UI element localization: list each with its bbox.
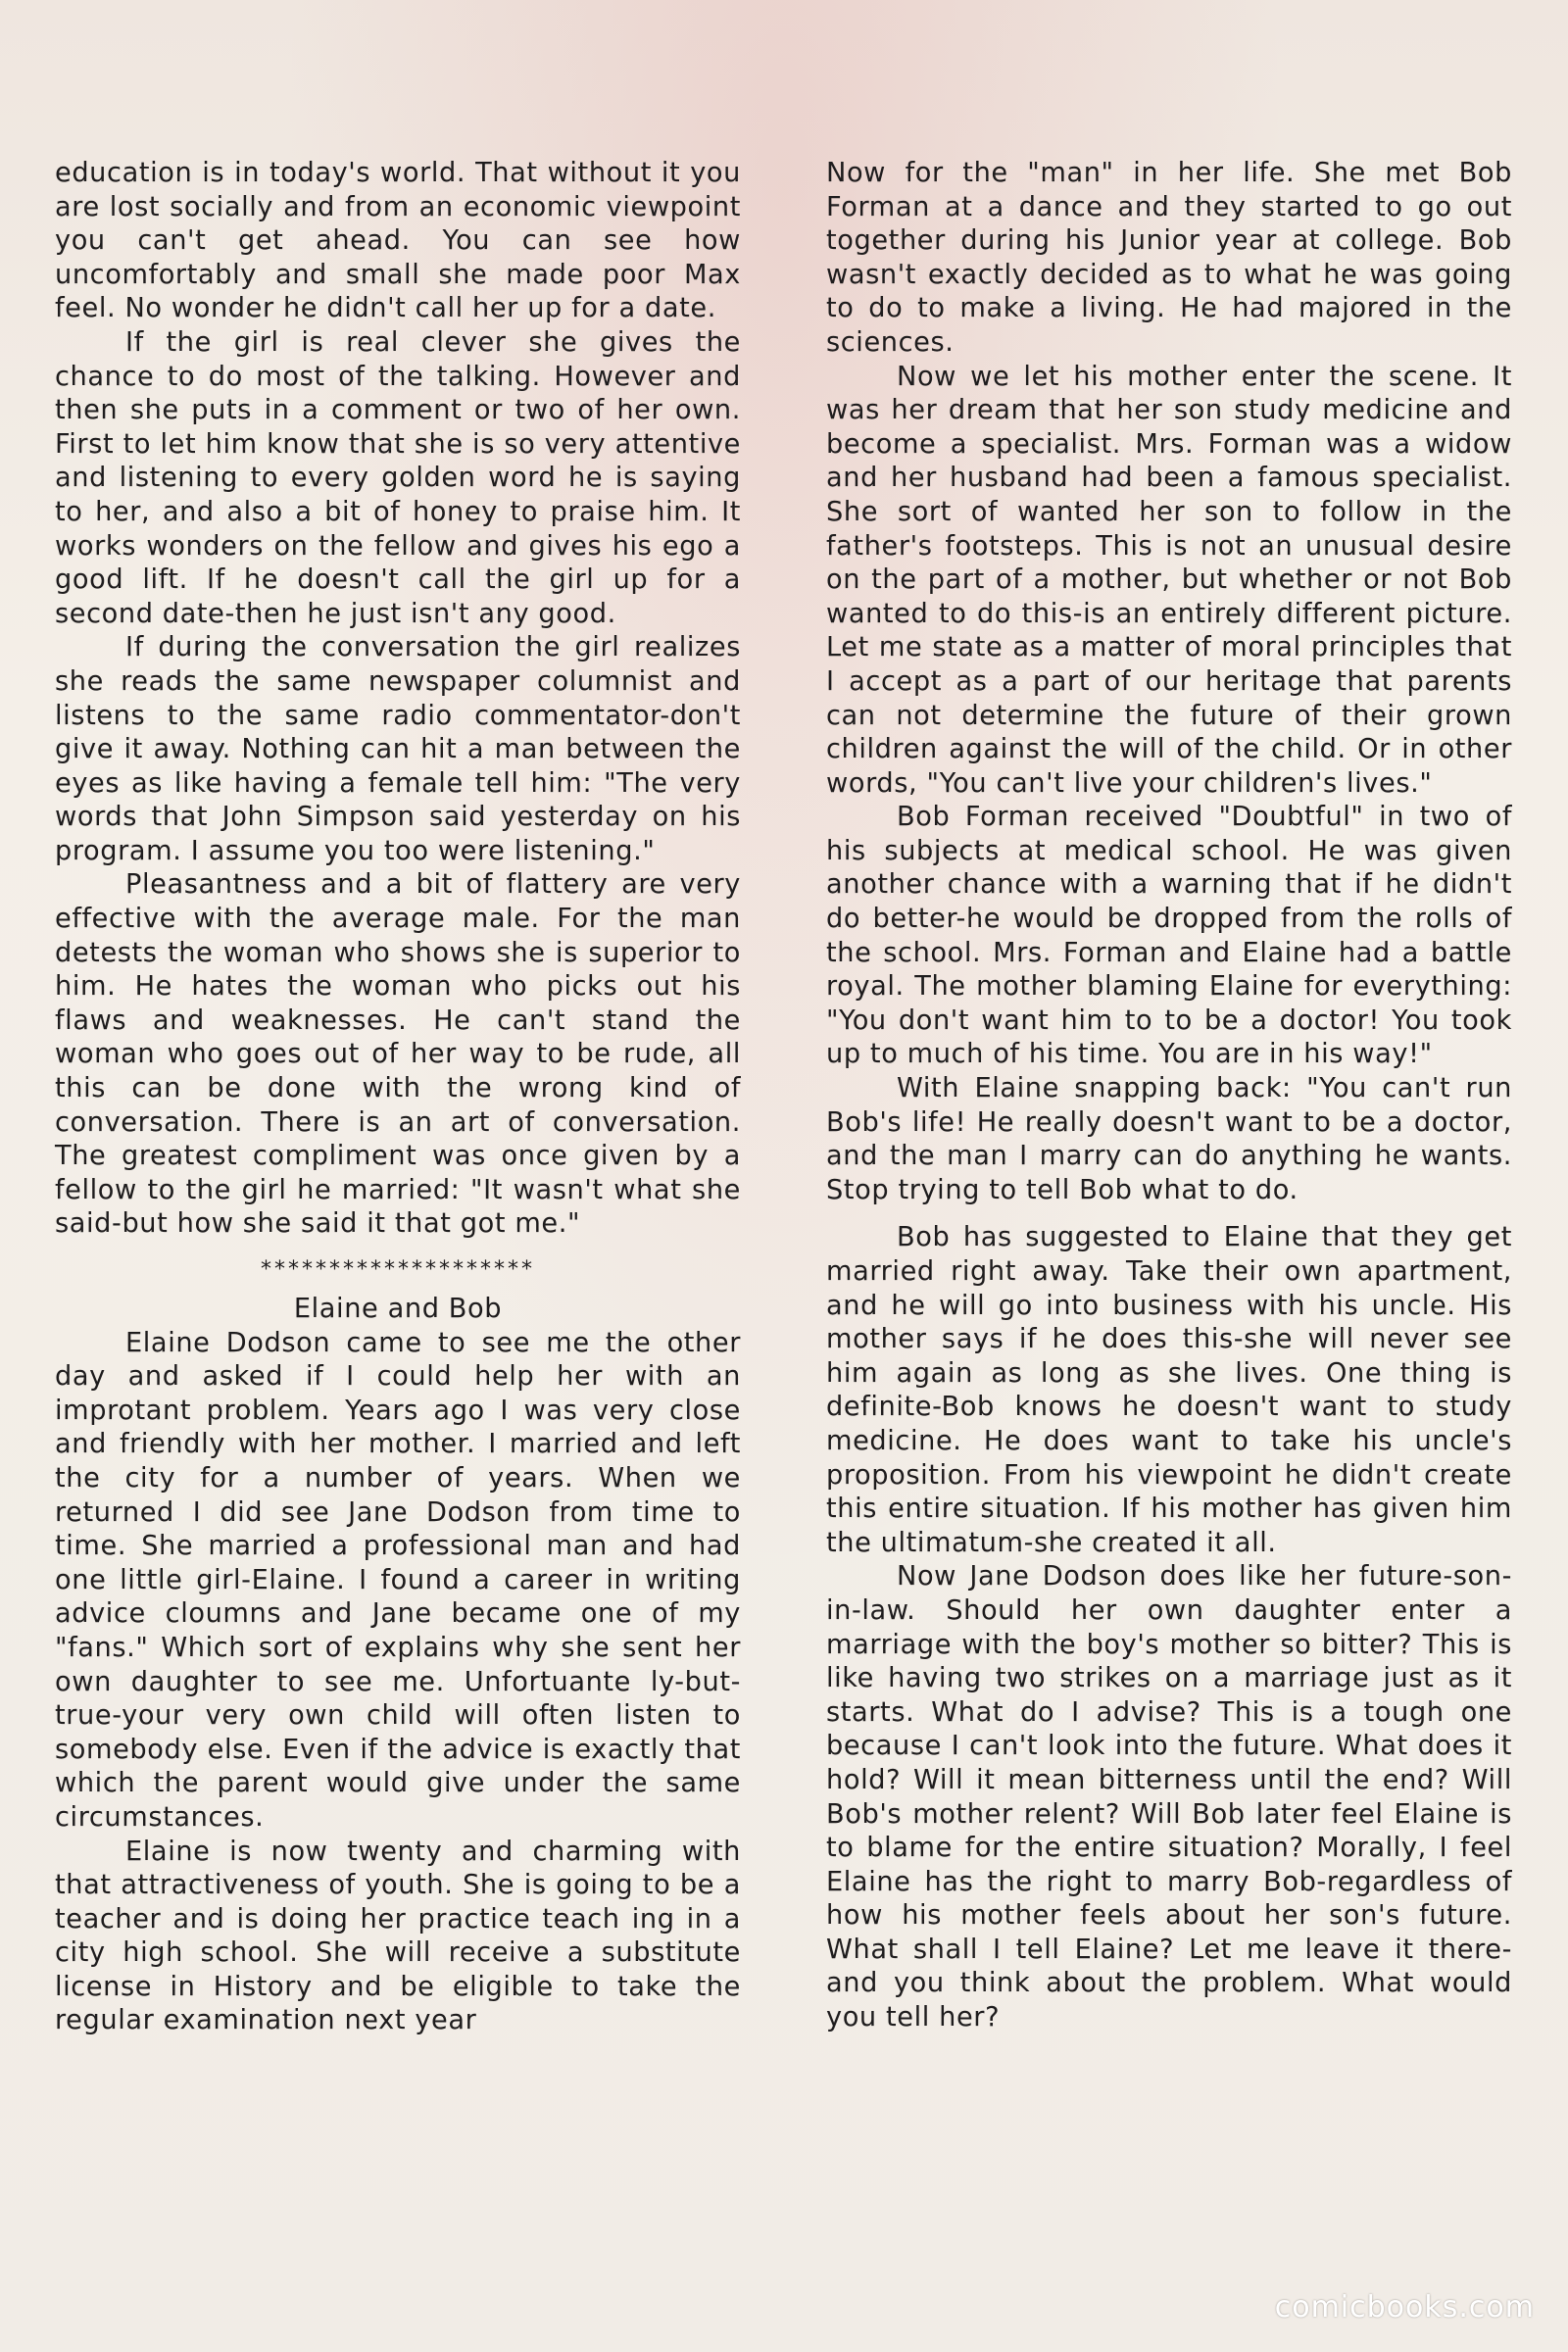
paragraph: Now Jane Dodson does like her future-son-in-law. Should her own daughter enter a marriage with the boy's mother so bitter? This is like having two strikes on a marriage just as it starts. What do I advise? This is a tough one because I can't look into the future. What does it hold? Will it mean bitterness until the end? Will Bob's mother relent? Will Bob later feel Elaine is to blame for the entire situation? Morally, I feel Elaine has the right to marry Bob-regardless of how his mother feels about her son's future. What shall I tell Elaine? Let me leave it there-and you think about the problem. What would you tell her?: [826, 1561, 1512, 2034]
paragraph: If during the conversation the girl realizes she reads the same newspaper columnist and listens to the same radio commentator-don't give it away. Nothing can hit a man between the eyes as like having a female tell him: "The very words that John Simpson said yesterday on his program. I assume you too were listening.": [55, 632, 741, 866]
paragraph: Pleasantness and a bit of flattery are very effective with the average male. For the man detests the woman who shows she is superior to him. He hates the woman who picks out his flaws and weaknesses. He can't stand the woman who goes out of her way to be rude, all this can be done with the wrong kind of conversation. There is an art of conversation. The greatest compliment was once given by a fellow to the girl he married: "It wasn't what she said-but how she said it that got me.": [55, 869, 741, 1240]
paragraph-gap: [826, 1207, 1512, 1221]
paragraph: Elaine is now twenty and charming with that attractiveness of youth. She is going to be a teacher and is doing her practice teach ing in a city high school. She will receive a substitute license in History and be eligible to take the regular examination next year: [55, 1836, 741, 2036]
paragraph: Now we let his mother enter the scene. It was her dream that her son study medicine and become a specialist. Mrs. Forman was a widow and her husband had been a famous specialist. She sort of wanted her son to follow in the father's footsteps. This is not an unusual desire on the part of a mother, but whether or not Bob wanted to do this-is an entirely different picture. Let me state as a matter of moral principles that I accept as a part of our heritage that parents can not determine the future of their grown children against the will of the child. Or in other words, "You can't live your children's lives.": [826, 361, 1512, 799]
paragraph: Now for the "man" in her life. She met Bob Forman at a dance and they started to go out together during his Junior year at college. Bob wasn't exactly decided as to what he was going to do to make a living. He had majored in the sciences.: [826, 158, 1512, 358]
paragraph: Bob Forman received "Doubtful" in two of his subjects at medical school. He was given another chance with a warning that if he didn't do better-he would be dropped from the rolls of the school. Mrs. Forman and Elaine had a battle royal. The mother blaming Elaine for everything: "You don't want him to to be a doctor! You took up to much of his time. You are in his way!": [826, 802, 1512, 1070]
paragraph: Bob has suggested to Elaine that they get married right away. Take their own apartment, and he will go into business with his uncle. His mother says if he does this-she will never see him again as long as she lives. One thing is definite-Bob knows he doesn't want to study medicine. He does want to take his uncle's proposition. From his viewpoint he didn't create this entire situation. If his mother has given him the ultimatum-she created it all.: [826, 1222, 1512, 1558]
paragraph: Elaine Dodson came to see me the other day and asked if I could help her with an improtant problem. Years ago I was very close and friendly with her mother. I married and left the city for a number of years. When we returned I did see Jane Dodson from time to time. She married a professional man and had one little girl-Elaine. I found a career in writing advice cloumns and Jane became one of my "fans." Which sort of explains why she sent her own daughter to see me. Unfortuante ly-but-true-your very own child will often listen to somebody else. Even if the advice is exactly that which the parent would give under the same circumstances.: [55, 1327, 741, 1833]
left-column: [55, 157, 741, 2038]
paragraph: If the girl is real clever she gives the chance to do most of the talking. However and then she puts in a comment or two of her own. First to let him know that she is so very attentive and listening to every golden word he is saying to her, and also a bit of honey to praise him. It works wonders on the fellow and gives his ego a good lift. If he doesn't call the girl up for a second date-then he just isn't any good.: [55, 326, 741, 629]
section-divider: ********************: [261, 1257, 535, 1282]
watermark: comicbooks.com: [1274, 2290, 1535, 2325]
section-heading: Elaine and Bob: [293, 1294, 503, 1324]
paragraph: With Elaine snapping back: "You can't run Bob's life! He really doesn't want to be a doctor, and the man I marry can do anything he wants. Stop trying to tell Bob what to do.: [826, 1073, 1512, 1205]
paragraph: education is in today's world. That without it you are lost socially and from an economic viewpoint you can't get ahead. You can see how uncomfortably and small she made poor Max feel. No wonder he didn't call her up for a date.: [55, 158, 741, 324]
right-column: [826, 157, 1512, 2035]
